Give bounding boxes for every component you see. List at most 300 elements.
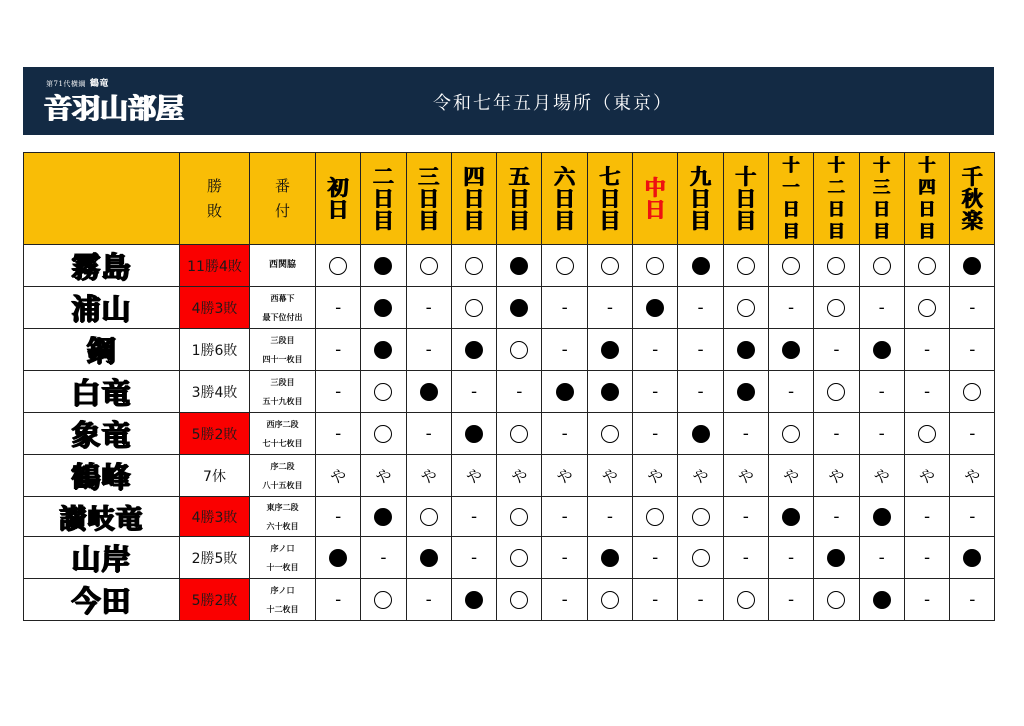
win-loss-record: 1勝6敗 [180,329,250,371]
no-bout-mark: - [425,589,432,610]
bout-result-day-13 [859,413,904,455]
loss-circle-icon [873,591,891,609]
win-circle-icon [329,257,347,275]
win-circle-icon [510,549,528,567]
loss-circle-icon [601,383,619,401]
bout-result-day-2 [361,245,406,287]
day-header-4: 四 日 目 [451,153,496,245]
win-circle-icon [601,591,619,609]
bout-result-day-8 [633,329,678,371]
bout-result-day-4 [451,455,496,497]
bout-result-day-9 [678,413,723,455]
day-header-5: 五 日 目 [497,153,542,245]
no-bout-mark: - [606,506,613,527]
win-circle-icon [692,549,710,567]
bout-result-day-13 [859,287,904,329]
bout-result-day-9 [678,371,723,413]
absence-mark: や [919,467,936,486]
no-bout-mark: - [652,423,659,444]
bout-result-day-10 [723,371,768,413]
bout-result-day-15 [950,537,995,579]
bout-result-day-3 [406,371,451,413]
win-circle-icon [646,508,664,526]
bout-result-day-9 [678,497,723,537]
win-circle-icon [827,257,845,275]
no-bout-mark: - [969,506,976,527]
bout-result-day-8 [633,455,678,497]
banzuke-rank: 序ノ口 十二枚目 [250,579,316,621]
bout-result-day-12 [814,455,859,497]
bout-result-day-8 [633,579,678,621]
wrestler-row [24,497,995,537]
no-bout-mark: - [923,589,931,610]
loss-circle-icon [737,341,755,359]
win-loss-record: 4勝3敗 [180,287,250,329]
bout-result-day-8 [633,413,678,455]
bout-result-day-7 [587,455,632,497]
win-circle-icon [510,591,528,609]
bout-result-day-3 [406,497,451,537]
win-circle-icon [374,383,392,401]
bout-result-day-9 [678,329,723,371]
wrestler-row [24,413,995,455]
win-circle-icon [510,425,528,443]
bout-result-day-14 [904,245,949,287]
loss-circle-icon [465,591,483,609]
no-bout-mark: - [833,506,840,527]
bout-result-day-13 [859,245,904,287]
loss-circle-icon [782,508,800,526]
win-loss-record: 4勝3敗 [180,497,250,537]
absence-mark: や [330,467,347,486]
bout-result-day-4 [451,245,496,287]
absence-mark: や [601,467,618,486]
bout-result-day-3 [406,537,451,579]
wrestler-name: 鶴峰 [24,455,180,497]
no-bout-mark: - [697,589,704,610]
absence-mark: や [737,467,754,486]
no-bout-mark: - [742,506,749,527]
bout-result-day-10 [723,287,768,329]
bout-result-day-7 [587,371,632,413]
bout-result-day-7 [587,579,632,621]
banzuke-rank: 三段目 五十九枚目 [250,371,316,413]
wrestler-name: 浦山 [24,287,180,329]
no-bout-mark: - [380,547,387,568]
loss-circle-icon [510,299,528,317]
bout-result-day-8 [633,287,678,329]
win-circle-icon [465,257,483,275]
bout-result-day-4 [451,497,496,537]
bout-result-day-4 [451,329,496,371]
day-header-8: 中 日 [633,153,678,245]
wrestler-name: 山岸 [24,537,180,579]
banzuke-rank: 西関脇 [250,245,316,287]
bout-result-day-4 [451,371,496,413]
win-circle-icon [374,591,392,609]
no-bout-mark: - [878,547,885,568]
bout-result-day-2 [361,287,406,329]
bout-result-day-8 [633,371,678,413]
loss-circle-icon [374,257,392,275]
loss-circle-icon [329,549,347,567]
loss-circle-icon [963,257,981,275]
loss-circle-icon [374,299,392,317]
bout-result-day-9 [678,245,723,287]
bout-result-day-6 [542,537,587,579]
bout-result-day-14 [904,497,949,537]
bout-result-day-6 [542,579,587,621]
win-circle-icon [374,425,392,443]
loss-circle-icon [827,549,845,567]
day-header-1: 初 日 [316,153,361,245]
bout-result-day-9 [678,287,723,329]
bout-result-day-3 [406,287,451,329]
banzuke-rank: 東序二段 六十枚目 [250,497,316,537]
bout-result-day-12 [814,413,859,455]
no-bout-mark: - [833,423,840,444]
bout-result-day-15 [950,245,995,287]
no-bout-mark: - [742,547,749,568]
bout-result-day-13 [859,579,904,621]
no-bout-mark: - [335,589,342,610]
bout-result-day-1 [316,537,361,579]
bout-result-day-10 [723,537,768,579]
absence-mark: や [783,467,800,486]
bout-result-day-12 [814,537,859,579]
bout-result-day-3 [406,329,451,371]
loss-circle-icon [692,425,710,443]
no-bout-mark: - [969,339,976,360]
bout-result-day-5 [497,329,542,371]
loss-circle-icon [465,425,483,443]
no-bout-mark: - [561,297,568,318]
day-header-13: 十 三 日 目 [859,153,904,245]
bout-result-day-6 [542,245,587,287]
day-header-10: 十 日 目 [723,153,768,245]
no-bout-mark: - [923,339,931,360]
no-bout-mark: - [697,339,704,360]
loss-circle-icon [646,299,664,317]
bout-result-day-12 [814,245,859,287]
win-circle-icon [827,383,845,401]
bout-result-day-6 [542,455,587,497]
banzuke-rank: 西序二段 七十七枚目 [250,413,316,455]
no-bout-mark: - [335,423,342,444]
bout-result-day-4 [451,413,496,455]
bout-result-day-14 [904,329,949,371]
bout-result-day-15 [950,287,995,329]
bout-result-day-9 [678,537,723,579]
win-loss-record: 2勝5敗 [180,537,250,579]
wrestler-row [24,329,995,371]
bout-result-day-7 [587,245,632,287]
wrestler-row [24,455,995,497]
basho-title: 令和七年五月場所（東京） [433,93,673,114]
loss-circle-icon [510,257,528,275]
no-bout-mark: - [425,339,432,360]
absence-mark: や [647,467,664,486]
win-circle-icon [510,341,528,359]
results-table [23,152,995,621]
bout-result-day-14 [904,287,949,329]
oyakata-name: 鶴竜 [89,79,109,89]
bout-result-day-15 [950,371,995,413]
bout-result-day-9 [678,455,723,497]
no-bout-mark: - [335,297,342,318]
bout-result-day-5 [497,579,542,621]
bout-result-day-6 [542,413,587,455]
no-bout-mark: - [470,506,478,527]
absence-mark: や [375,467,392,486]
wrestler-name: 今田 [24,579,180,621]
bout-result-day-12 [814,287,859,329]
win-circle-icon [601,257,619,275]
bout-result-day-11 [768,329,813,371]
bout-result-day-8 [633,497,678,537]
wrestler-row [24,245,995,287]
bout-result-day-4 [451,579,496,621]
no-bout-mark: - [561,547,568,568]
bout-result-day-5 [497,287,542,329]
generation-label: 第71代横綱 [46,80,86,88]
bout-result-day-12 [814,579,859,621]
bout-result-day-6 [542,371,587,413]
no-bout-mark: - [788,547,795,568]
no-bout-mark: - [652,547,659,568]
absence-mark: や [466,467,483,486]
no-bout-mark: - [788,297,795,318]
bout-result-day-14 [904,455,949,497]
bout-result-day-10 [723,329,768,371]
bout-result-day-7 [587,287,632,329]
win-circle-icon [465,299,483,317]
win-circle-icon [827,299,845,317]
absence-mark: や [873,467,890,486]
no-bout-mark: - [969,423,976,444]
bout-result-day-8 [633,537,678,579]
loss-circle-icon [420,383,438,401]
loss-circle-icon [465,341,483,359]
bout-result-day-3 [406,413,451,455]
bout-result-day-13 [859,537,904,579]
bout-result-day-2 [361,455,406,497]
absence-mark: や [692,467,709,486]
no-bout-mark: - [788,589,795,610]
bout-result-day-2 [361,537,406,579]
no-bout-mark: - [742,423,749,444]
no-bout-mark: - [516,381,523,402]
loss-circle-icon [737,383,755,401]
bout-result-day-2 [361,579,406,621]
bout-result-day-10 [723,413,768,455]
no-bout-mark: - [561,589,568,610]
loss-circle-icon [374,341,392,359]
win-circle-icon [420,257,438,275]
bout-result-day-12 [814,497,859,537]
no-bout-mark: - [923,381,931,402]
wrestler-row [24,371,995,413]
bout-result-day-3 [406,245,451,287]
bout-result-day-15 [950,413,995,455]
wrestler-name: 讃岐竜 [24,497,180,537]
win-loss-record: 5勝2敗 [180,413,250,455]
no-bout-mark: - [788,381,795,402]
bout-result-day-5 [497,455,542,497]
wrestler-row [24,579,995,621]
bout-result-day-14 [904,579,949,621]
no-bout-mark: - [335,339,342,360]
bout-result-day-11 [768,537,813,579]
no-bout-mark: - [652,589,659,610]
bout-result-day-10 [723,497,768,537]
no-bout-mark: - [697,297,704,318]
bout-result-day-14 [904,413,949,455]
bout-result-day-3 [406,579,451,621]
day-header-3: 三 日 目 [406,153,451,245]
bout-result-day-14 [904,371,949,413]
bout-result-day-11 [768,371,813,413]
wrestler-row [24,537,995,579]
win-circle-icon [556,257,574,275]
win-circle-icon [918,257,936,275]
bout-result-day-13 [859,329,904,371]
bout-result-day-1 [316,329,361,371]
win-circle-icon [737,299,755,317]
bout-result-day-9 [678,579,723,621]
bout-result-day-1 [316,413,361,455]
no-bout-mark: - [561,339,568,360]
win-circle-icon [692,508,710,526]
bout-result-day-10 [723,245,768,287]
win-circle-icon [963,383,981,401]
loss-circle-icon [556,383,574,401]
no-bout-mark: - [969,589,976,610]
no-bout-mark: - [425,423,432,444]
stable-title: 音羽山部屋 [44,92,185,125]
win-circle-icon [737,257,755,275]
no-bout-mark: - [561,423,568,444]
bout-result-day-15 [950,579,995,621]
loss-circle-icon [374,508,392,526]
absence-mark: や [556,467,573,486]
absence-mark: や [511,467,528,486]
day-header-14: 十 四 日 目 [904,153,949,245]
no-bout-mark: - [335,506,342,527]
bout-result-day-15 [950,329,995,371]
wrestler-name: 白竜 [24,371,180,413]
rank-column-header: 番 付 [250,153,316,245]
bout-result-day-7 [587,537,632,579]
bout-result-day-7 [587,497,632,537]
wrestler-name: 象竜 [24,413,180,455]
no-bout-mark: - [561,506,568,527]
win-circle-icon [601,425,619,443]
banzuke-rank: 西幕下 最下位付出 [250,287,316,329]
bout-result-day-6 [542,497,587,537]
wrestler-row [24,287,995,329]
bout-result-day-5 [497,245,542,287]
bout-result-day-7 [587,413,632,455]
bout-result-day-5 [497,413,542,455]
name-column-header [24,153,180,245]
win-loss-record: 5勝2敗 [180,579,250,621]
bout-result-day-5 [497,371,542,413]
bout-result-day-1 [316,497,361,537]
bout-result-day-7 [587,329,632,371]
bout-result-day-11 [768,245,813,287]
loss-circle-icon [692,257,710,275]
win-circle-icon [918,299,936,317]
bout-result-day-1 [316,579,361,621]
wrestler-name: 鋼 [24,329,180,371]
no-bout-mark: - [878,423,885,444]
win-circle-icon [873,257,891,275]
bout-result-day-11 [768,455,813,497]
bout-result-day-15 [950,455,995,497]
loss-circle-icon [963,549,981,567]
loss-circle-icon [420,549,438,567]
bout-result-day-1 [316,287,361,329]
win-circle-icon [646,257,664,275]
bout-result-day-11 [768,497,813,537]
bout-result-day-2 [361,497,406,537]
bout-result-day-13 [859,497,904,537]
day-header-15: 千 秋 楽 [950,153,995,245]
banzuke-rank: 序ノ口 十一枚目 [250,537,316,579]
no-bout-mark: - [425,297,432,318]
header-banner [23,67,994,135]
bout-result-day-6 [542,287,587,329]
bout-result-day-1 [316,455,361,497]
win-circle-icon [737,591,755,609]
win-circle-icon [782,425,800,443]
no-bout-mark: - [470,547,478,568]
bout-result-day-10 [723,455,768,497]
win-circle-icon [782,257,800,275]
bout-result-day-4 [451,537,496,579]
no-bout-mark: - [697,381,704,402]
no-bout-mark: - [833,339,840,360]
bout-result-day-2 [361,371,406,413]
bout-result-day-5 [497,497,542,537]
no-bout-mark: - [923,506,931,527]
day-header-6: 六 日 目 [542,153,587,245]
day-header-2: 二 日 目 [361,153,406,245]
no-bout-mark: - [969,297,976,318]
win-circle-icon [420,508,438,526]
win-circle-icon [918,425,936,443]
absence-mark: や [420,467,437,486]
bout-result-day-8 [633,245,678,287]
banzuke-rank: 序二段 八十五枚目 [250,455,316,497]
bout-result-day-2 [361,413,406,455]
no-bout-mark: - [470,381,478,402]
no-bout-mark: - [652,381,659,402]
no-bout-mark: - [652,339,659,360]
no-bout-mark: - [923,547,931,568]
bout-result-day-1 [316,371,361,413]
bout-result-day-5 [497,537,542,579]
bout-result-day-6 [542,329,587,371]
loss-circle-icon [601,549,619,567]
bout-result-day-13 [859,371,904,413]
banzuke-rank: 三段目 四十一枚目 [250,329,316,371]
bout-result-day-11 [768,413,813,455]
bout-result-day-11 [768,287,813,329]
bout-result-day-14 [904,537,949,579]
bout-result-day-2 [361,329,406,371]
